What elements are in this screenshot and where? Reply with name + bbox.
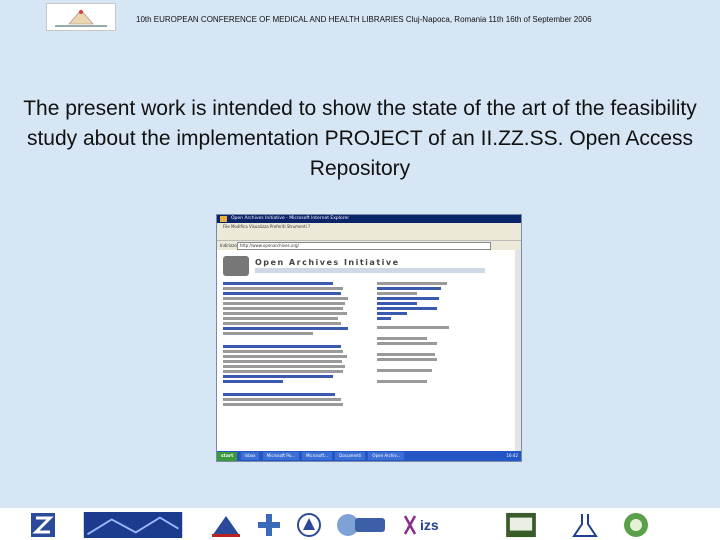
- address-label: Indirizzo: [220, 243, 237, 248]
- izs-logo-4: [504, 512, 538, 538]
- webpage-content: [217, 250, 517, 453]
- window-titlebar: [217, 215, 521, 223]
- scrollbar: [515, 250, 521, 453]
- site-nav: [255, 268, 485, 273]
- menu-bar: File Modifica Visualizza Preferiti Strumenti ?: [217, 223, 521, 230]
- taskbar-item: Microsoft Po...: [263, 452, 299, 460]
- cross-logo: [256, 512, 282, 538]
- taskbar-clock: 16:42: [506, 453, 518, 458]
- institute-logo-1: [210, 512, 242, 538]
- taskbar-item: Microsoft...: [302, 452, 332, 460]
- main-text: The present work is intended to show the state of the art of the feasibility study about the implementation PROJECT of an II.ZZ.SS. Open Access Repository: [23, 97, 697, 180]
- site-title: Open Archives Initiative: [255, 258, 400, 267]
- conference-header: 10th EUROPEAN CONFERENCE OF MEDICAL AND HEALTH LIBRARIES Cluj-Napoca, Romania 11th 16th of September 2006: [136, 15, 592, 24]
- footer-logos: [0, 508, 720, 540]
- izs-logo-2: [335, 512, 387, 538]
- circle-logo: [295, 512, 323, 538]
- news-column: [223, 282, 353, 408]
- documents-column: [377, 282, 467, 385]
- browser-screenshot: [216, 214, 522, 462]
- taskbar: [217, 451, 521, 461]
- green-seal-logo: [622, 512, 650, 538]
- izs-text: izs: [420, 517, 439, 533]
- taskbar-item: Documenti: [335, 452, 365, 460]
- taskbar-item: Inbox: [241, 452, 260, 460]
- taskbar-item: Open Archiv...: [368, 452, 404, 460]
- izs-logo-3: [402, 512, 418, 538]
- address-field: http://www.openarchives.org/: [237, 242, 491, 250]
- browser-icon: [220, 216, 227, 222]
- conference-logo: [46, 3, 116, 31]
- izs-logo-1: [30, 512, 56, 538]
- browser-toolbar: [217, 230, 521, 241]
- flask-logo: [570, 512, 600, 538]
- wave-logo: [80, 512, 186, 538]
- oai-logo: [223, 256, 249, 276]
- start-button: start: [217, 452, 237, 462]
- window-title: Open Archives Initiative - Microsoft Internet Explorer: [231, 216, 350, 221]
- address-bar: [217, 241, 521, 250]
